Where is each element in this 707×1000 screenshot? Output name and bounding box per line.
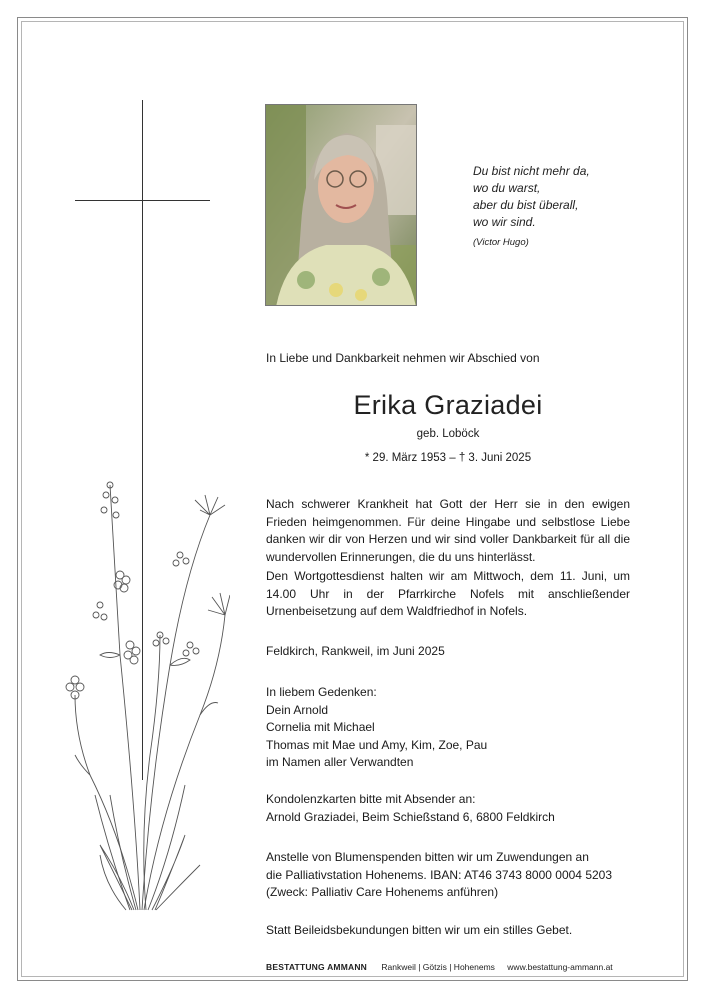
wildflower-illustration [60, 455, 230, 920]
portrait-photo [265, 104, 417, 306]
footer-firm-prefix: BESTATTUNG [266, 962, 328, 972]
place-date: Feldkirch, Rankweil, im Juni 2025 [266, 644, 445, 658]
memory-name: Cornelia mit Michael [266, 720, 375, 734]
quote-line: wo du warst, [473, 181, 541, 195]
footer [266, 962, 616, 972]
quote-block [473, 163, 590, 251]
footer-firm-name: AMMANN [327, 962, 367, 972]
donation-iban: die Palliativstation Hohenems. IBAN: AT46 3743 8000 0004 5203 [266, 867, 613, 882]
condolence-block [266, 791, 630, 826]
footer-firm [266, 962, 367, 972]
life-dates: * 29. März 1953 – † 3. Juni 2025 [364, 452, 532, 464]
quote-line: Du bist nicht mehr da, [473, 164, 590, 178]
cross-icon-horizontal [75, 200, 210, 201]
quote-author: (Victor Hugo) [473, 237, 529, 248]
deceased-name: Erika Graziadei [353, 390, 543, 420]
donation-line: Anstelle von Blumenspenden bitten wir um Zuwendungen an [266, 850, 589, 864]
condolence-line: Kondolenzkarten bitte mit Absender an: [266, 792, 476, 806]
paragraph-farewell: Nach schwerer Krankheit hat Gott der Herr sie in den ewigen Frieden heimgenommen. Für deine Hingabe und selbstlose Liebe danken wir dir von Herzen und wir sind voller Dankbarkeit für all die wundervollen Erinnerungen, die du uns hinterlässt. [266, 497, 630, 564]
condolence-address: Arnold Graziadei, Beim Schießstand 6, 6800 Feldkirch [266, 809, 555, 824]
memory-block [266, 684, 630, 772]
donation-block [266, 849, 630, 902]
intro-text: In Liebe und Dankbarkeit nehmen wir Abschied von [266, 351, 540, 365]
quote-line: aber du bist überall, [473, 198, 579, 212]
birth-name: geb. Loböck [416, 428, 480, 440]
footer-locations: Rankweil | Götzis | Hohenems [381, 962, 495, 972]
memory-name: im Namen aller Verwandten [266, 755, 414, 769]
footer-website[interactable]: www.bestattung-ammann.at [507, 962, 613, 972]
donation-purpose: (Zweck: Palliativ Care Hohenems anführen) [266, 885, 499, 899]
memory-name: Thomas mit Mae und Amy, Kim, Zoe, Pau [266, 737, 488, 752]
quote-line: wo wir sind. [473, 215, 536, 229]
prayer-text: Statt Beileidsbekundungen bitten wir um ein stilles Gebet. [266, 923, 573, 937]
memory-heading: In liebem Gedenken: [266, 685, 377, 699]
memory-name: Dein Arnold [266, 702, 329, 717]
paragraph-service: Den Wortgottesdienst halten wir am Mittwoch, dem 11. Juni, um 14.00 Uhr in der Pfarrkirche Nofels mit anschließender Urnenbeisetzung auf dem Waldfriedhof in Nofels. [266, 569, 630, 618]
